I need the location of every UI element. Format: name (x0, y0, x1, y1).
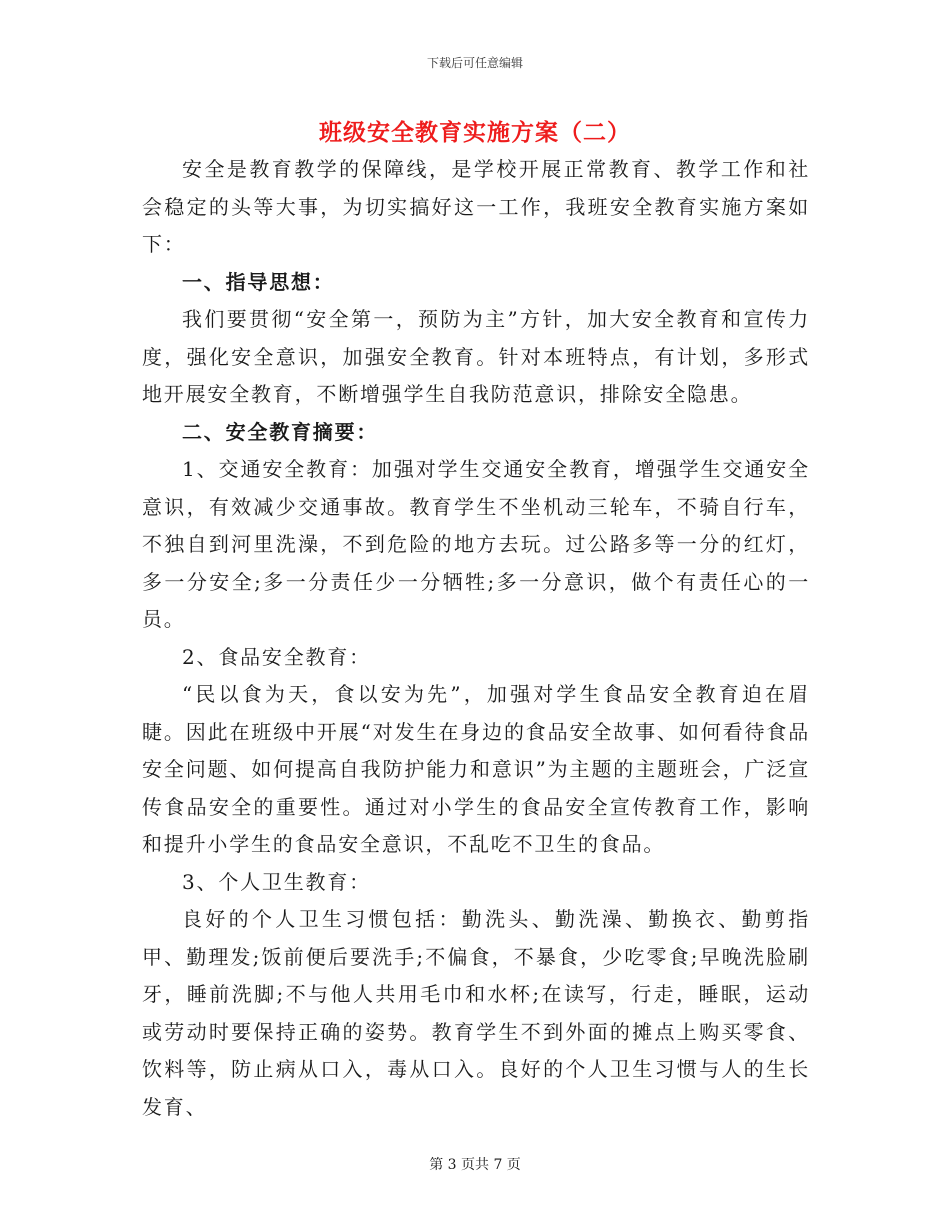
intro-paragraph: 安全是教育教学的保障线，是学校开展正常教育、教学工作和社会稳定的头等大事，为切实搞好这一工作，我班安全教育实施方案如下： (142, 157, 810, 256)
document-body (142, 151, 810, 1126)
section-heading-education-summary: 二、安全教育摘要： (182, 419, 379, 444)
document-title: 班级安全教育实施方案（二） (319, 119, 631, 146)
guiding-thought-paragraph: 我们要贯彻“安全第一，预防为主”方针，加大安全教育和宣传力度，强化安全意识，加强安全教育。针对本班特点，有计划，多形式地开展安全教育，不断增强学生自我防范意识，排除安全隐患。 (142, 307, 810, 406)
page-header-note: 下载后可任意编辑 (426, 56, 523, 70)
personal-hygiene-paragraph: 良好的个人卫生习惯包括：勤洗头、勤洗澡、勤换衣、勤剪指甲、勤理发;饭前便后要洗手;不偏食，不暴食，少吃零食;早晚洗脸刷牙，睡前洗脚;不与他人共用毛巾和水杯;在读写，行走，睡眠，运动或劳动时要保持正确的姿势。教育学生不到外面的摊点上购买零食、饮料等，防止病从口入，毒从口入。良好的个人卫生习惯与人的生长发育、 (142, 907, 810, 1119)
personal-hygiene-heading: 3、个人卫生教育： (182, 869, 371, 894)
food-safety-paragraph: “民以食为天，食以安为先”，加强对学生食品安全教育迫在眉睫。因此在班级中开展“对发生在身边的食品安全故事、如何看待食品安全问题、如何提高自我防护能力和意识”为主题的主题班会，广泛宣传食品安全的重要性。通过对小学生的食品安全宣传教育工作，影响和提升小学生的食品安全意识，不乱吃不卫生的食品。 (142, 682, 810, 856)
section-heading-guiding-thought: 一、指导思想： (182, 269, 335, 294)
traffic-safety-paragraph: 1、交通安全教育：加强对学生交通安全教育，增强学生交通安全意识，有效减少交通事故。教育学生不坐机动三轮车，不骑自行车，不独自到河里洗澡，不到危险的地方去玩。过公路多等一分的红灯，多一分安全;多一分责任少一分牺牲;多一分意识，做个有责任心的一员。 (142, 457, 810, 631)
page-number: 第 3 页共 7 页 (429, 1157, 521, 1173)
food-safety-heading: 2、食品安全教育： (182, 644, 371, 669)
